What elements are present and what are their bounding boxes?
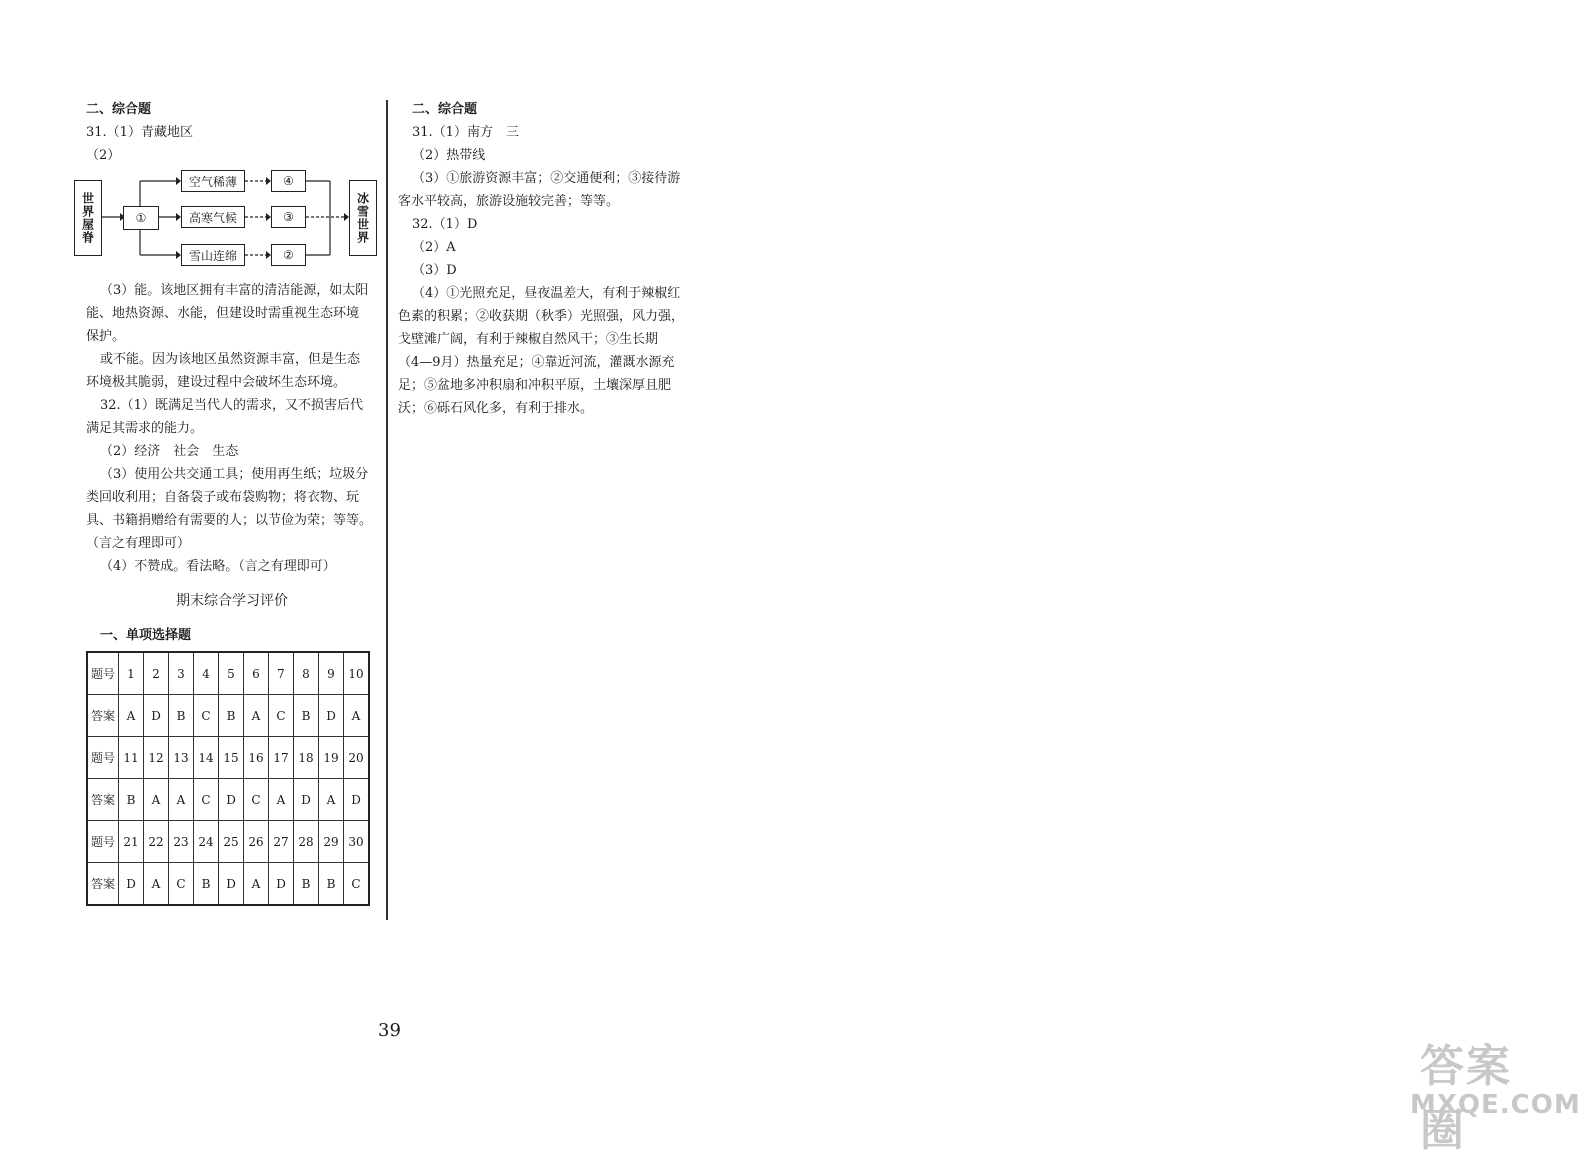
table-cell: B — [119, 779, 144, 821]
q31-3-line: 环境极其脆弱，建设过程中会破坏生态环境。 — [86, 375, 347, 390]
section-title: 期末综合学习评价 — [176, 593, 288, 609]
q32-line: 具、书籍捐赠给有需要的人；以节俭为荣；等等。 — [86, 513, 373, 528]
right-heading: 二、综合题 — [412, 102, 478, 117]
table-cell: D — [319, 695, 344, 737]
table-row — [87, 695, 369, 737]
table-cell: A — [319, 779, 344, 821]
right-line: 31.（1）南方 三 — [412, 125, 519, 140]
q31-part2: （2） — [86, 148, 121, 163]
q32-line: （2）经济 社会 生态 — [100, 444, 239, 459]
right-line: 客水平较高，旅游设施较完善；等等。 — [398, 194, 620, 209]
right-line: 足；⑤盆地多冲积扇和冲积平原，土壤深厚且肥 — [398, 378, 672, 393]
table-cell: A — [119, 695, 144, 737]
table-cell: 5 — [219, 652, 244, 695]
table-cell: B — [294, 695, 319, 737]
diagram-num-bottom: ② — [271, 244, 306, 266]
right-column — [398, 98, 698, 420]
table-cell: A — [144, 863, 169, 906]
table-cell: C — [194, 779, 219, 821]
q32-line: 满足其需求的能力。 — [86, 421, 204, 436]
table-cell: 12 — [144, 737, 169, 779]
q31-3-line: （3）能。该地区拥有丰富的清洁能源，如太阳 — [100, 283, 369, 298]
table-cell: D — [219, 779, 244, 821]
q31-3-line: 或不能。因为该地区虽然资源丰富，但是生态 — [100, 352, 361, 367]
table-cell: 14 — [194, 737, 219, 779]
table-cell: D — [119, 863, 144, 906]
table-cell: A — [344, 695, 370, 737]
table-cell: A — [144, 779, 169, 821]
table-cell: A — [244, 863, 269, 906]
table-cell: 8 — [294, 652, 319, 695]
table-cell: B — [319, 863, 344, 906]
table-row — [87, 737, 369, 779]
table-cell: 22 — [144, 821, 169, 863]
table-cell: 21 — [119, 821, 144, 863]
q32-line: （言之有理即可） — [86, 536, 191, 551]
table-cell: 25 — [219, 821, 244, 863]
left-heading: 二、综合题 — [86, 102, 152, 117]
q32-line: 32.（1）既满足当代人的需求，又不损害后代 — [100, 398, 363, 413]
table-cell: 4 — [194, 652, 219, 695]
table-row — [87, 821, 369, 863]
q31-part1: 31.（1）青藏地区 — [86, 125, 193, 140]
table-cell: 16 — [244, 737, 269, 779]
table-cell: 27 — [269, 821, 294, 863]
table-cell: B — [194, 863, 219, 906]
right-line: 色素的积累；②收获期（秋季）光照强，风力强， — [398, 309, 685, 324]
right-line: （3）①旅游资源丰富；②交通便利；③接待游 — [412, 171, 681, 186]
diagram-right-box: 冰雪世界 — [349, 180, 377, 256]
table-row-label: 答案 — [87, 779, 119, 821]
table-cell: 17 — [269, 737, 294, 779]
table-cell: C — [194, 695, 219, 737]
table-cell: 9 — [319, 652, 344, 695]
table-cell: 18 — [294, 737, 319, 779]
diagram-left-box: 世界屋脊 — [74, 180, 102, 256]
q32-line: （4）不赞成。看法略。（言之有理即可） — [100, 559, 336, 574]
table-cell: 10 — [344, 652, 370, 695]
right-line: （2）A — [412, 240, 456, 255]
table-cell: 28 — [294, 821, 319, 863]
flow-connectors — [0, 0, 400, 280]
q32-line: （3）使用公共交通工具；使用再生纸；垃圾分 — [100, 467, 369, 482]
table-row — [87, 863, 369, 906]
table-cell: 29 — [319, 821, 344, 863]
table-cell: 11 — [119, 737, 144, 779]
table-cell: 24 — [194, 821, 219, 863]
page-number: 39 — [378, 1020, 401, 1041]
table-cell: B — [219, 695, 244, 737]
q31-3-line: 能、地热资源、水能，但建设时需重视生态环境 — [86, 306, 360, 321]
right-line: 32.（1）D — [412, 217, 478, 232]
table-cell: 13 — [169, 737, 194, 779]
right-line: 戈壁滩广阔，有利于辣椒自然风干；③生长期 — [398, 332, 659, 347]
diagram-num-top: ④ — [271, 170, 306, 192]
table-cell: B — [294, 863, 319, 906]
table-cell: 23 — [169, 821, 194, 863]
section-subtitle: 一、单项选择题 — [100, 628, 192, 643]
watermark-url: MXQE.COM — [1410, 1090, 1581, 1120]
table-cell: C — [244, 779, 269, 821]
table-cell: A — [269, 779, 294, 821]
diagram-center-box: ① — [123, 206, 159, 230]
right-line: （2）热带线 — [412, 148, 486, 163]
right-line: 沃；⑥砾石风化多，有利于排水。 — [398, 401, 594, 416]
diagram-mid-bottom: 雪山连绵 — [181, 244, 245, 266]
table-cell: C — [269, 695, 294, 737]
table-cell: 15 — [219, 737, 244, 779]
table-row-label: 答案 — [87, 863, 119, 906]
table-row — [87, 652, 369, 695]
table-cell: D — [344, 779, 370, 821]
diagram-mid-top: 空气稀薄 — [181, 170, 245, 192]
table-cell: 20 — [344, 737, 370, 779]
diagram-mid-middle: 高寒气候 — [181, 206, 245, 228]
table-row-label: 答案 — [87, 695, 119, 737]
right-line: （4）①光照充足，昼夜温差大，有利于辣椒红 — [412, 286, 681, 301]
table-cell: 7 — [269, 652, 294, 695]
table-cell: 19 — [319, 737, 344, 779]
left-column-lower — [86, 279, 378, 578]
table-cell: D — [219, 863, 244, 906]
table-cell: 2 — [144, 652, 169, 695]
table-row-label: 题号 — [87, 652, 119, 695]
answer-table — [86, 651, 370, 906]
diagram-num-middle: ③ — [271, 206, 306, 228]
table-cell: 3 — [169, 652, 194, 695]
right-line: （3）D — [412, 263, 457, 278]
table-cell: A — [244, 695, 269, 737]
watermark-logo: 答案圈 — [1420, 1041, 1512, 1156]
table-cell: D — [269, 863, 294, 906]
right-line: （4—9月）热量充足；④靠近河流，灌溉水源充 — [398, 355, 675, 370]
table-cell: 6 — [244, 652, 269, 695]
table-cell: C — [344, 863, 370, 906]
table-cell: C — [169, 863, 194, 906]
table-cell: D — [144, 695, 169, 737]
table-cell: A — [169, 779, 194, 821]
table-cell: 26 — [244, 821, 269, 863]
table-cell: 1 — [119, 652, 144, 695]
q32-line: 类回收利用；自备袋子或布袋购物；将衣物、玩 — [86, 490, 360, 505]
table-row-label: 题号 — [87, 821, 119, 863]
table-cell: B — [169, 695, 194, 737]
q31-3-line: 保护。 — [86, 329, 126, 344]
table-row-label: 题号 — [87, 737, 119, 779]
table-row — [87, 779, 369, 821]
table-cell: D — [294, 779, 319, 821]
column-divider — [386, 100, 388, 920]
table-cell: 30 — [344, 821, 370, 863]
